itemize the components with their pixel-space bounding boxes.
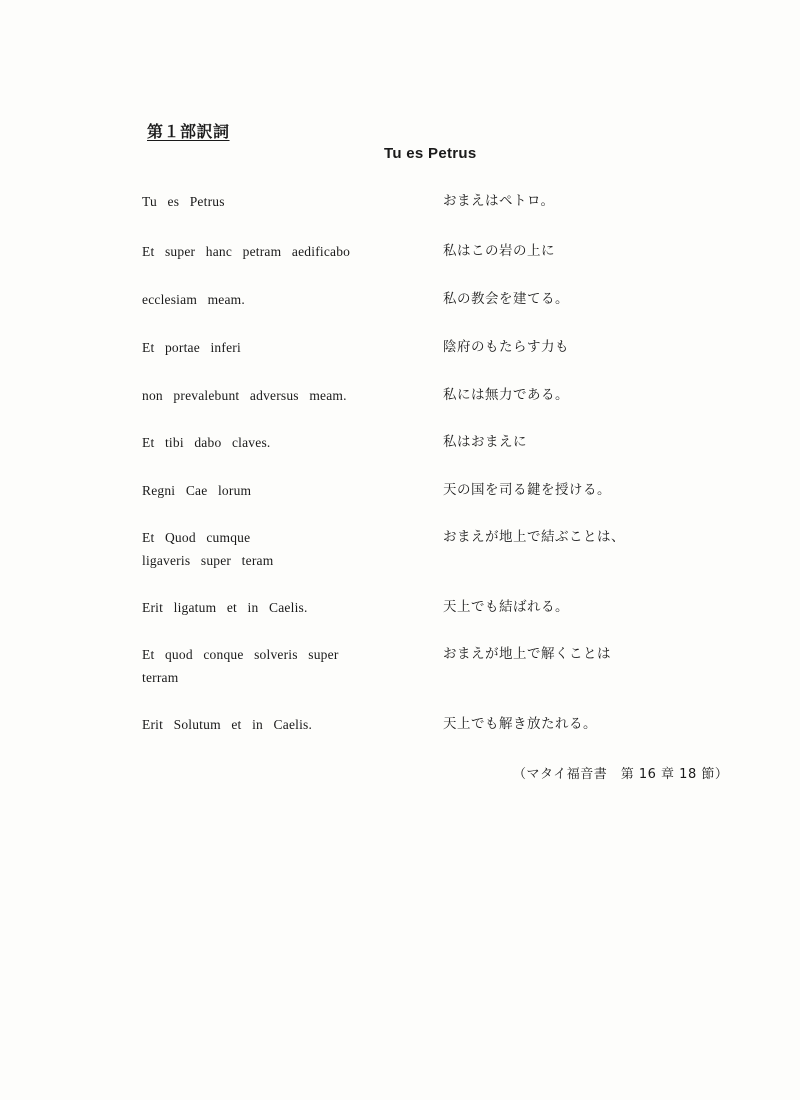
latin-line: Et portae inferi xyxy=(142,340,241,355)
japanese-line: 私の教会を建てる。 xyxy=(443,291,569,307)
japanese-line: 私には無力である。 xyxy=(443,387,569,403)
latin-line: Et tibi dabo claves. xyxy=(142,435,271,450)
scripture-citation: （マタイ福音書 第 16 章 18 節） xyxy=(513,767,729,782)
japanese-line: おまえが地上で解くことは xyxy=(443,646,611,662)
japanese-line: おまえが地上で結ぶことは、 xyxy=(443,529,625,545)
song-title: Tu es Petrus xyxy=(384,145,477,162)
latin-line: Erit Solutum et in Caelis. xyxy=(142,717,313,732)
latin-line: non prevalebunt adversus meam. xyxy=(142,388,347,403)
latin-line: Et quod conque solveris super terram xyxy=(142,647,339,685)
japanese-line: 私はこの岩の上に xyxy=(443,243,555,259)
latin-line: ecclesiam meam. xyxy=(142,292,245,307)
japanese-line: 天の国を司る鍵を授ける。 xyxy=(443,482,611,498)
japanese-line: 天上でも結ばれる。 xyxy=(443,599,569,615)
japanese-line: 陰府のもたらす力も xyxy=(443,339,569,355)
japanese-line: おまえはペトロ。 xyxy=(443,193,555,209)
japanese-line: 天上でも解き放たれる。 xyxy=(443,716,597,732)
japanese-line: 私はおまえに xyxy=(443,434,527,450)
latin-line: Et super hanc petram aedificabo xyxy=(142,244,351,259)
latin-line: Et Quod cumque ligaveris super teram xyxy=(142,530,274,568)
latin-line: Tu es Petrus xyxy=(142,194,225,209)
latin-line: Erit ligatum et in Caelis. xyxy=(142,600,308,615)
latin-line: Regni Cae lorum xyxy=(142,483,252,498)
section-heading: 第１部訳詞 xyxy=(147,124,230,141)
